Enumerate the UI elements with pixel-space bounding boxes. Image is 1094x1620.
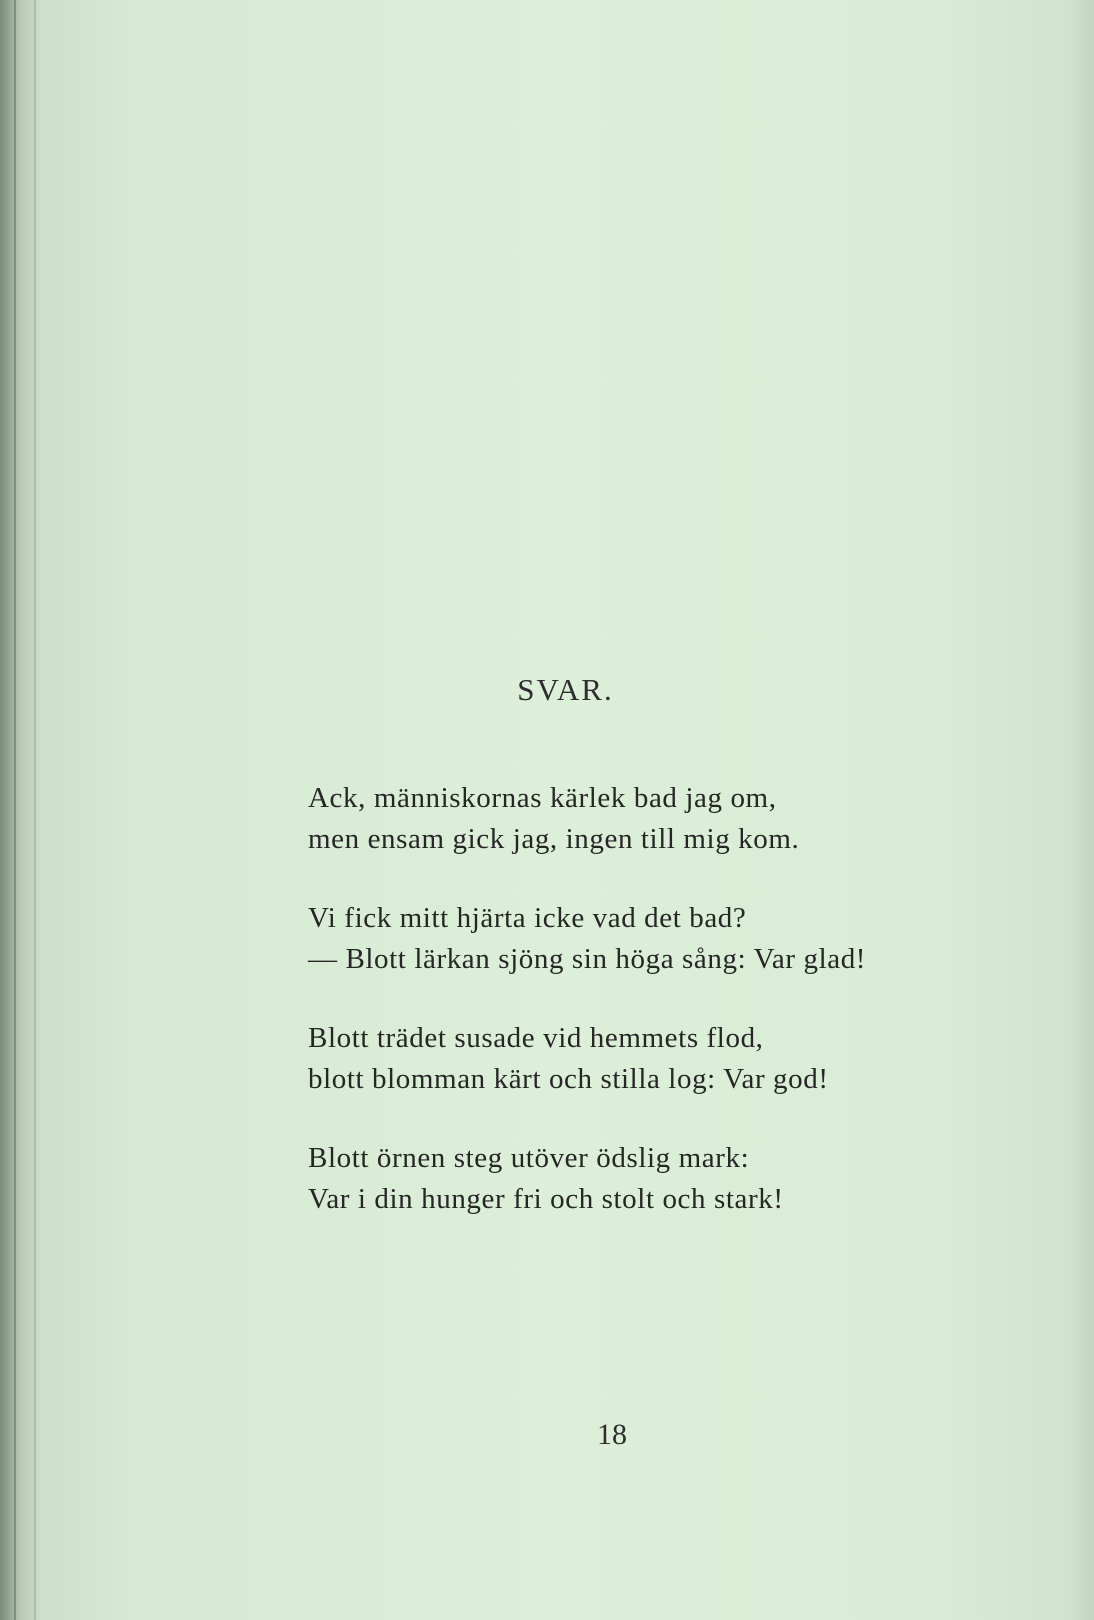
poem-line: Blott trädet susade vid hemmets flod, xyxy=(308,1022,764,1054)
page-edge-line xyxy=(14,0,16,1620)
page-binding-shadow xyxy=(0,0,60,1620)
stanza-4 xyxy=(308,1138,1028,1220)
poem-line: Var i din hunger fri och stolt och stark! xyxy=(308,1183,784,1215)
poem-line: Blott örnen steg utöver ödslig mark: xyxy=(308,1142,750,1174)
stanza-1 xyxy=(308,778,1028,860)
poem-line: Ack, människornas kärlek bad jag om, xyxy=(308,782,777,814)
poem-line: Vi fick mitt hjärta icke vad det bad? xyxy=(308,902,747,934)
poem-body xyxy=(308,778,1028,1258)
page-right-edge xyxy=(1070,0,1094,1620)
stanza-2 xyxy=(308,898,1028,980)
poem-line: men ensam gick jag, ingen till mig kom. xyxy=(308,823,800,855)
poem-line: blott blomman kärt och stilla log: Var god! xyxy=(308,1063,829,1095)
page-number: 18 xyxy=(597,1418,627,1451)
poem-title: SVAR. xyxy=(517,672,614,707)
stanza-3 xyxy=(308,1018,1028,1100)
poem-line: — Blott lärkan sjöng sin höga sång: Var glad! xyxy=(308,943,867,975)
page-edge-line xyxy=(34,0,36,1620)
